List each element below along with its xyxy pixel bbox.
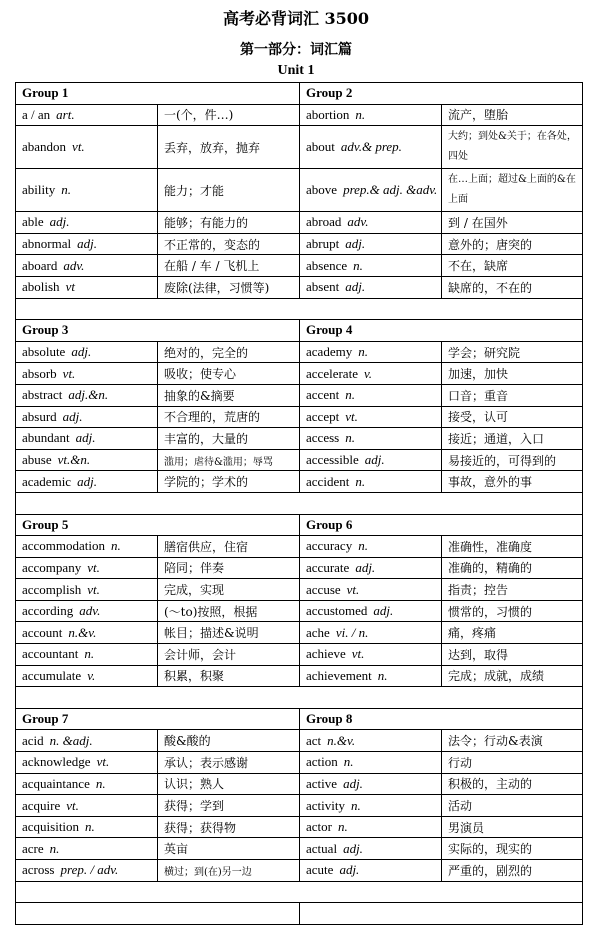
vocab-meaning: 在船 / 车 / 飞机上 [158,255,300,277]
part-of-speech: n. [355,473,366,489]
part-of-speech: vt.&n. [57,452,91,468]
part-of-speech: n.&v. [327,732,356,748]
vocab-row [16,665,583,687]
vocab-meaning: 不在，缺席 [442,255,583,277]
vocab-meaning: 惯常的，习惯的 [442,600,583,622]
vocab-word: accurate [306,559,350,575]
part-of-speech: prep.& adj. &adv. [343,182,438,198]
group-label: Group 7 [16,708,300,730]
part-of-speech: vt. [346,581,360,597]
vocab-word-cell [300,536,442,558]
vocab-word-cell [300,665,442,687]
vocab-word: account [22,624,63,640]
part-of-speech: vt. [345,408,358,424]
group-header-row [16,320,583,342]
vocab-meaning: 英亩 [158,838,300,860]
vocab-word-cell [300,169,442,212]
vocab-word-cell [16,406,158,428]
part-of-speech: n. [49,840,60,856]
vocab-word-cell [16,600,158,622]
vocab-row [16,449,583,471]
vocab-meaning: 不正常的，变态的 [158,233,300,255]
vocab-word-cell [300,795,442,817]
vocab-row [16,169,583,212]
vocab-row [16,212,583,234]
part-of-speech: vt. [66,797,79,813]
vocab-word-cell [300,816,442,838]
vocab-word-cell [300,233,442,255]
vocab-word: activity [306,797,346,813]
vocab-word-cell [300,860,442,882]
group-label: Group 1 [16,83,300,105]
vocab-word: acquire [22,797,61,813]
unit-heading: Unit 1 [277,63,315,78]
vocab-meaning: 会计师，会计 [158,644,300,666]
part-of-speech: n. [358,538,368,554]
vocab-row [16,752,583,774]
vocab-meaning: 加速，加快 [442,363,583,385]
vocab-word-cell [16,860,158,882]
vocab-word: absence [306,257,348,273]
part-of-speech: n. [84,646,95,662]
spacer-cell [16,881,583,903]
part-of-speech: adj.&n. [68,387,109,403]
vocab-meaning: 达到，取得 [442,644,583,666]
vocab-meaning: 完成，实现 [158,579,300,601]
vocab-word: access [306,430,340,446]
vocab-word: accumulate [22,667,82,683]
vocab-meaning: 积累，积聚 [158,665,300,687]
vocab-row [16,363,583,385]
vocab-meaning: 接近；通道，入口 [442,428,583,450]
vocab-word-cell [16,665,158,687]
vocab-row [16,126,583,169]
vocab-row [16,816,583,838]
vocab-meaning: 痛，疼痛 [442,622,583,644]
vocab-word: absorb [22,365,57,381]
vocabulary-table [15,82,583,925]
vocab-word: accompany [22,559,82,575]
vocab-meaning: 认识；熟人 [158,773,300,795]
vocab-word-cell [16,557,158,579]
vocab-row [16,341,583,363]
vocab-word-cell [300,406,442,428]
vocab-word-cell [16,816,158,838]
vocab-meaning: 接受，认可 [442,406,583,428]
part-of-speech: adv. [79,603,101,619]
vocab-meaning: 不合理的，荒唐的 [158,406,300,428]
vocab-word: abnormal [22,236,72,252]
vocab-row [16,233,583,255]
part-of-speech: vi. / n. [335,624,369,640]
vocab-word: acre [22,840,44,856]
group-label: Group 4 [300,320,583,342]
part-of-speech: adv. [63,257,85,273]
vocab-word-cell [300,341,442,363]
part-of-speech: n. [343,754,354,770]
part-of-speech: adj. [62,408,83,424]
vocab-meaning: 膳宿供应，住宿 [158,536,300,558]
vocab-meaning: 流产，堕胎 [442,104,583,126]
group-header-row [16,83,583,105]
group-header-row [16,514,583,536]
vocab-word: achievement [306,667,372,683]
vocab-word-cell [16,471,158,493]
vocab-meaning: 抽象的&摘要 [158,384,300,406]
part-heading: 第一部分：词汇篇 [240,42,352,58]
vocab-meaning: 积极的，主动的 [442,773,583,795]
vocab-word: acquisition [22,819,80,835]
vocab-word-cell [16,384,158,406]
vocab-meaning: 学院的；学术的 [158,471,300,493]
empty-row [16,903,583,925]
vocab-meaning: 帐目；描述&说明 [158,622,300,644]
spacer-row [16,687,583,709]
vocab-word: action [306,754,338,770]
vocab-word: academy [306,344,353,360]
vocab-meaning: 丰富的，大量的 [158,428,300,450]
part-of-speech: vt. [87,559,100,575]
vocab-word: about [306,139,335,155]
vocab-meaning: 缺席的，不在的 [442,276,583,298]
vocab-meaning: 绝对的，完全的 [158,341,300,363]
part-of-speech: n. [85,819,95,835]
part-of-speech: n. [355,106,366,122]
vocab-word-cell [16,622,158,644]
vocab-meaning: 意外的；唐突的 [442,233,583,255]
vocab-word-cell [300,752,442,774]
vocab-word: across [22,862,55,878]
part-of-speech: adj. [49,214,70,230]
part-of-speech: adj. [77,473,97,489]
part-of-speech: adj. [77,236,97,252]
vocab-word: acid [22,732,44,748]
vocab-meaning: 获得；学到 [158,795,300,817]
vocab-word: abandon [22,139,67,155]
vocab-word-cell [300,471,442,493]
vocab-word-cell [16,341,158,363]
part-of-speech: adj. [339,862,360,878]
vocab-meaning: 易接近的，可得到的 [442,449,583,471]
vocab-meaning: 陪同；伴奏 [158,557,300,579]
part-of-speech: n. [353,257,363,273]
vocab-meaning: 口音；重音 [442,384,583,406]
spacer-cell [16,298,583,320]
spacer-cell [16,492,583,514]
vocab-meaning: 严重的，剧烈的 [442,860,583,882]
vocab-word-cell [16,752,158,774]
vocab-word: accept [306,408,340,424]
vocab-word: abolish [22,279,60,295]
vocab-word: accessible [306,452,359,468]
vocab-meaning: 酸&酸的 [158,730,300,752]
vocab-meaning: 完成；成就，成绩 [442,665,583,687]
vocab-meaning: 准确性，准确度 [442,536,583,558]
part-of-speech: vt. [72,139,85,155]
part-of-speech: n. [111,538,121,554]
vocab-word-cell [300,212,442,234]
vocab-meaning: 实际的，现实的 [442,838,583,860]
spacer-row [16,298,583,320]
part-of-speech: vt. [96,754,110,770]
vocab-word-cell [16,579,158,601]
vocab-word-cell [16,255,158,277]
vocab-word: abundant [22,430,70,446]
group-label: Group 6 [300,514,583,536]
empty-cell [300,903,583,925]
vocab-meaning: 大约；到处&关于；在各处，四处 [442,126,583,169]
vocab-word: aboard [22,257,58,273]
vocab-meaning: 男演员 [442,816,583,838]
vocab-word: accent [306,387,340,403]
vocab-word-cell [300,622,442,644]
group-header-row [16,708,583,730]
vocab-word: act [306,732,322,748]
vocab-meaning: 到 / 在国外 [442,212,583,234]
vocab-meaning: 在…上面；超过&上面的&在上面 [442,169,583,212]
vocab-word-cell [300,384,442,406]
vocab-word: academic [22,473,72,489]
part-of-speech: adv. [347,214,369,230]
vocab-row [16,579,583,601]
vocab-word: ache [306,624,330,640]
vocab-word-cell [16,104,158,126]
group-label: Group 2 [300,83,583,105]
part-of-speech: v. [87,667,96,683]
vocab-row [16,600,583,622]
vocab-word: accountant [22,646,79,662]
vocab-meaning: 一(个，件…) [158,104,300,126]
vocab-word-cell [300,428,442,450]
vocab-meaning: 吸收；使专心 [158,363,300,385]
vocab-row [16,730,583,752]
vocab-word-cell [16,536,158,558]
vocab-word: accuse [306,581,341,597]
vocab-word-cell [16,276,158,298]
group-label: Group 8 [300,708,583,730]
vocab-word-cell [300,449,442,471]
vocab-word-cell [16,449,158,471]
vocab-row [16,104,583,126]
vocab-word-cell [300,255,442,277]
part-of-speech: vt [65,279,75,295]
spacer-row [16,881,583,903]
vocab-meaning: 能力；才能 [158,169,300,212]
vocab-word-cell [16,838,158,860]
part-of-speech: n. [358,344,368,360]
part-of-speech: adj. [75,430,96,446]
part-of-speech: art. [56,106,75,122]
part-of-speech: adj. [364,452,385,468]
part-of-speech: vt. [62,365,76,381]
vocab-word-cell [300,600,442,622]
vocab-word: according [22,603,74,619]
part-of-speech: n. [345,387,355,403]
vocab-word-cell [16,795,158,817]
vocab-meaning: 废除(法律，习惯等) [158,276,300,298]
vocab-word: abortion [306,106,350,122]
vocab-word-cell [300,363,442,385]
vocab-row [16,644,583,666]
part-of-speech: adj. [345,236,366,252]
vocab-word: accelerate [306,365,358,381]
vocab-row [16,428,583,450]
vocab-word: abuse [22,452,52,468]
vocab-row [16,773,583,795]
spacer-cell [16,687,583,709]
vocab-word: active [306,775,338,791]
part-of-speech: n. [351,797,361,813]
vocab-word-cell [300,557,442,579]
vocab-word-cell [16,126,158,169]
vocab-meaning: 能够；有能力的 [158,212,300,234]
vocab-row [16,471,583,493]
part-of-speech: prep. / adv. [60,862,119,878]
vocab-word: a / an [22,106,51,122]
vocab-word: actual [306,840,338,856]
vocab-word-cell [300,773,442,795]
page-title: 高考必背词汇 3500 [222,9,370,28]
vocab-word: ability [22,182,56,198]
vocab-word: abstract [22,387,63,403]
part-of-speech: adj. [355,559,376,575]
vocab-word: accuracy [306,538,353,554]
part-of-speech: adj. [345,279,366,295]
vocab-row [16,406,583,428]
group-label: Group 5 [16,514,300,536]
vocab-row [16,860,583,882]
vocab-word: acute [306,862,334,878]
vocab-meaning: 横过；到(在)另一边 [158,860,300,882]
vocab-word: accomplish [22,581,82,597]
group-label: Group 3 [16,320,300,342]
vocab-meaning: 指责；控告 [442,579,583,601]
vocab-word-cell [300,838,442,860]
vocab-meaning: (～to)按照，根据 [158,600,300,622]
vocab-row [16,838,583,860]
vocab-meaning: 丢弃，放弃，抛弃 [158,126,300,169]
vocab-word: able [22,214,44,230]
vocab-word-cell [300,579,442,601]
part-of-speech: n.&v. [68,624,97,640]
vocab-meaning: 事故，意外的事 [442,471,583,493]
vocab-word: accident [306,473,350,489]
empty-cell [16,903,300,925]
vocab-row [16,255,583,277]
vocab-word-cell [16,773,158,795]
vocab-word-cell [300,104,442,126]
vocab-word-cell [16,644,158,666]
vocab-row [16,384,583,406]
vocab-meaning: 学会；研究院 [442,341,583,363]
part-of-speech: adj. [71,344,92,360]
vocab-word: acquaintance [22,775,90,791]
part-of-speech: n. [95,775,106,791]
vocab-meaning: 法令；行动&表演 [442,730,583,752]
vocab-meaning: 获得；获得物 [158,816,300,838]
vocab-word-cell [300,730,442,752]
vocab-word-cell [300,126,442,169]
vocab-row [16,536,583,558]
vocab-word: above [306,182,338,198]
part-of-speech: n. [338,819,348,835]
spacer-row [16,492,583,514]
part-of-speech: vt. [87,581,100,597]
vocab-word-cell [16,428,158,450]
vocab-row [16,557,583,579]
vocab-word: abroad [306,214,342,230]
vocab-word: absent [306,279,340,295]
vocab-word-cell [16,169,158,212]
part-of-speech: n. &adj. [49,732,93,748]
part-of-speech: adj. [343,775,363,791]
vocab-word: actor [306,819,332,835]
vocab-word: absolute [22,344,66,360]
part-of-speech: adv.& prep. [340,139,402,155]
vocab-word: acknowledge [22,754,91,770]
part-of-speech: v. [363,365,373,381]
part-of-speech: vt. [351,646,365,662]
vocab-word-cell [300,276,442,298]
part-of-speech: adj. [343,840,363,856]
vocab-meaning: 活动 [442,795,583,817]
part-of-speech: n. [345,430,355,446]
vocab-word: achieve [306,646,346,662]
vocab-row [16,795,583,817]
vocab-word-cell [16,730,158,752]
vocab-meaning: 承认；表示感谢 [158,752,300,774]
vocab-word-cell [16,363,158,385]
vocab-meaning: 滥用；虐待&滥用；辱骂 [158,449,300,471]
part-of-speech: adj. [373,603,394,619]
vocab-word-cell [16,233,158,255]
vocab-word: absurd [22,408,57,424]
vocab-word-cell [16,212,158,234]
part-of-speech: n. [377,667,388,683]
part-of-speech: n. [61,182,71,198]
vocab-word: accustomed [306,603,368,619]
vocab-meaning: 准确的，精确的 [442,557,583,579]
vocab-word: accommodation [22,538,106,554]
vocab-row [16,276,583,298]
vocab-word: abrupt [306,236,340,252]
vocab-word-cell [300,644,442,666]
vocab-row [16,622,583,644]
vocab-meaning: 行动 [442,752,583,774]
